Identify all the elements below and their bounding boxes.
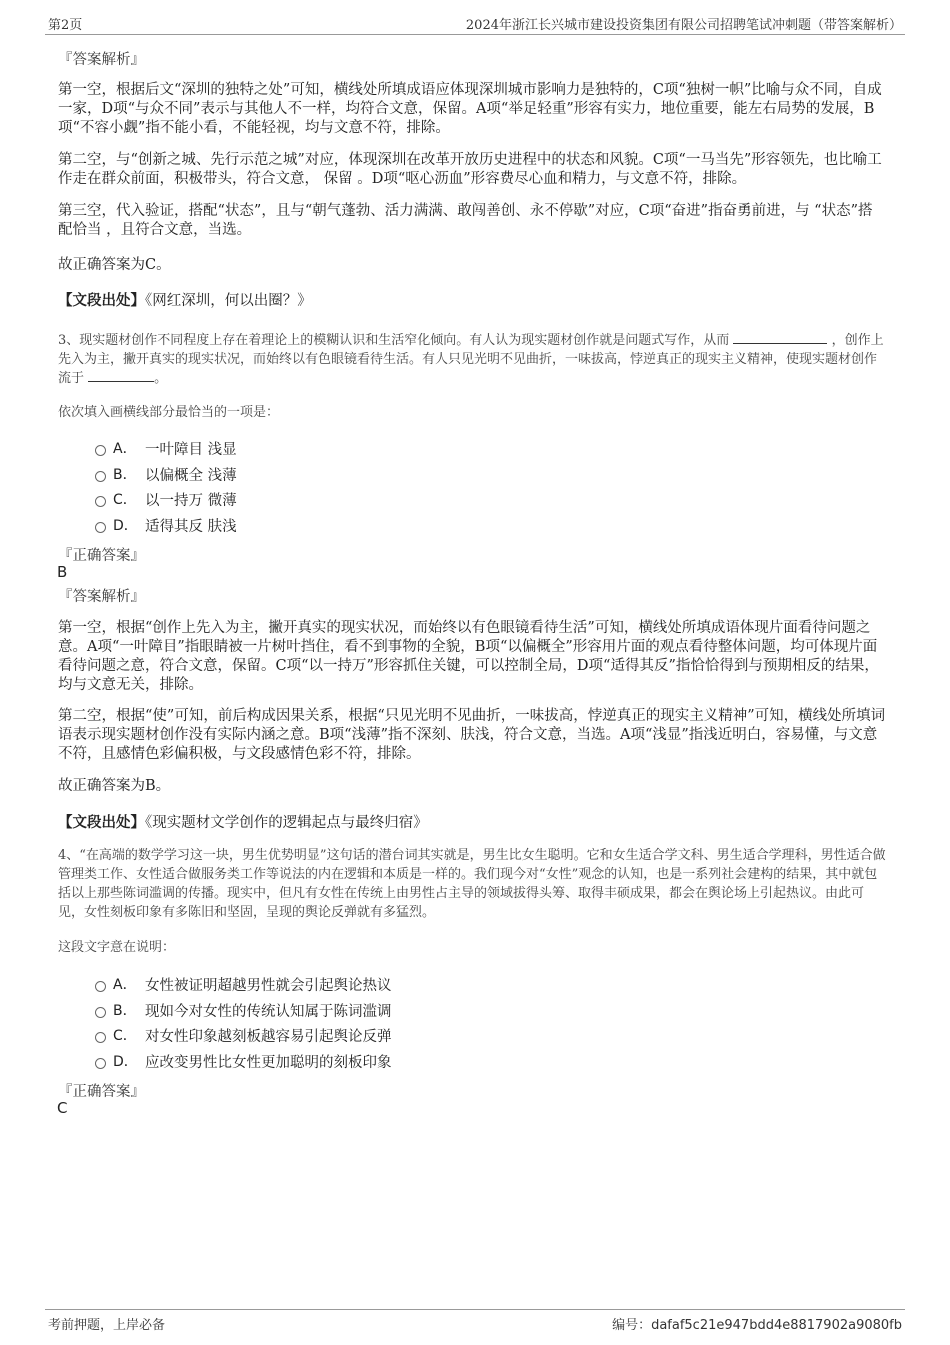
radio-button[interactable]	[95, 1007, 106, 1018]
footer-code-value: dafaf5c21e947bdd4e8817902a9080fb	[651, 1318, 902, 1333]
page-number: 第2页	[48, 18, 83, 33]
q4-stem: 4、“在高端的数学学习这一块，男生优势明显”这句话的潜台词其实就是，男生比女生聪明。它和女生适合学文科、男生适合学理科，男性适合做管理类工作、女性适合做服务类工作等说法的内在逻辑和本质是一样的。我们现今对“女性”观念的认知，也是一系列社会建构的结果，其中就包括以上那些陈词滥调的传播。现实中，但凡有女性在传统上由男性占主导的领域拔得头筹、取得丰硕成果，都会在舆论场上引起热议。由此可见，女性刻板印象有多陈旧和坚固，呈现的舆论反弹就有多猛烈。	[58, 848, 886, 920]
radio-button[interactable]	[95, 522, 106, 533]
q3-source-label: 【文段出处】	[58, 814, 145, 831]
q2-analysis-para1: 第一空，根据后文“深圳的独特之处”可知，横线处所填成语应体现深圳城市影响力是独特的，C项“独树一帜”比喻与众不同，自成一家，D项“与众不同”表示与其他人不一样，均符合文意，保留。A项“举足轻重”形容有实力，地位重要，能左右局势的发展，B项“不容小觑”指不能小看，不能轻视，均与文意不符，排除。	[58, 82, 882, 136]
q2-analysis-para2: 第二空，与“创新之城、先行示范之城”对应，体现深圳在改革开放历史进程中的状态和风貌。C项“一马当先”形容领先，也比喻工作走在群众前面，积极带头，符合文意， 保留 。D项“呕心沥血”形容费尽心血和精力，与文意不符，排除。	[58, 152, 882, 187]
q3-analysis-para2: 第二空，根据“使”可知，前后构成因果关系，根据“只见光明不见曲折，一味拔高，悖逆真正的现实主义精神”可知，横线处所填词语表示现实题材创作没有实际内涵之意。B项“浅薄”指不深刻、肤浅，符合文意，当选。A项“浅显”指浅近明白，容易懂，与文意不符，且感情色彩偏积极，与文段感情色彩不符，排除。	[58, 708, 886, 762]
q3-analysis-label: 『答案解析』	[58, 589, 145, 605]
footer-code	[612, 1314, 902, 1333]
q3-stem-part3: 。	[154, 371, 168, 386]
q3-blank-1	[733, 331, 827, 344]
q3-blank-2	[88, 369, 154, 382]
q2-source-text: 《网红深圳，何以出圈？》	[145, 293, 312, 309]
radio-button[interactable]	[95, 445, 106, 456]
q3-source	[58, 811, 428, 832]
q2-conclusion: 故正确答案为C。	[58, 257, 171, 273]
q3-prompt: 依次填入画横线部分最恰当的一项是：	[58, 405, 280, 420]
radio-button[interactable]	[95, 496, 106, 507]
q2-analysis-para3: 第三空，代入验证，搭配“状态”，且与“朝气蓬勃、活力满满、敢闯善创、永不停歇”对应，C项“奋进”指奋勇前进，与 “状态”搭配恰当 ，且符合文意，当选。	[58, 203, 873, 238]
q2-source-label: 【文段出处】	[58, 292, 145, 309]
q3-stem	[58, 331, 886, 388]
q3-analysis-para1: 第一空，根据“创作上先入为主，撇开真实的现实状况，而始终以有色眼镜看待生活”可知，横线处所填成语体现片面看待问题之意。A项“一叶障目”指眼睛被一片树叶挡住，看不到事物的全貌，B项“以偏概全”形容用片面的观点看待整体问题，均可体现片面看待问题之意，符合文意，保留。C项“以一持万”形容抓住关键，可以控制全局，D项“适得其反”指恰恰得到与预期相反的结果，均与文意无关，排除。	[58, 620, 879, 693]
q2-source	[58, 289, 312, 310]
q3-correct-answer: B	[57, 563, 68, 581]
q3-stem-part1: 3、现实题材创作不同程度上存在着理论上的模糊认识和生活窄化倾向。有人认为现实题材创作就是问题式写作，从而	[58, 333, 730, 348]
document-title: 2024年浙江长兴城市建设投资集团有限公司招聘笔试冲刺题（带答案解析）	[465, 18, 902, 33]
q3-stem-part2: ，创作上先入为主，撇开真实的现实状况，而始终以有色眼镜看待生活。有人只见光明不见曲折，一味拔高，悖逆真正的现实主义精神，使现实题材创作流于	[58, 333, 884, 386]
q3-conclusion: 故正确答案为B。	[58, 778, 171, 794]
page-header	[45, 12, 905, 35]
radio-button[interactable]	[95, 1058, 106, 1069]
q4-correct-answer: C	[57, 1099, 68, 1117]
page-footer	[45, 1309, 905, 1336]
q2-analysis-label: 『答案解析』	[58, 52, 145, 68]
footer-slogan: 考前押题，上岸必备	[48, 1318, 166, 1333]
radio-button[interactable]	[95, 1032, 106, 1043]
q3-source-text: 《现实题材文学创作的逻辑起点与最终归宿》	[145, 815, 428, 831]
q4-correct-label: 『正确答案』	[58, 1084, 145, 1100]
radio-button[interactable]	[95, 471, 106, 482]
q4-prompt: 这段文字意在说明：	[58, 940, 176, 955]
q3-correct-label: 『正确答案』	[58, 548, 145, 564]
footer-code-label: 编号：	[612, 1318, 652, 1333]
radio-button[interactable]	[95, 981, 106, 992]
